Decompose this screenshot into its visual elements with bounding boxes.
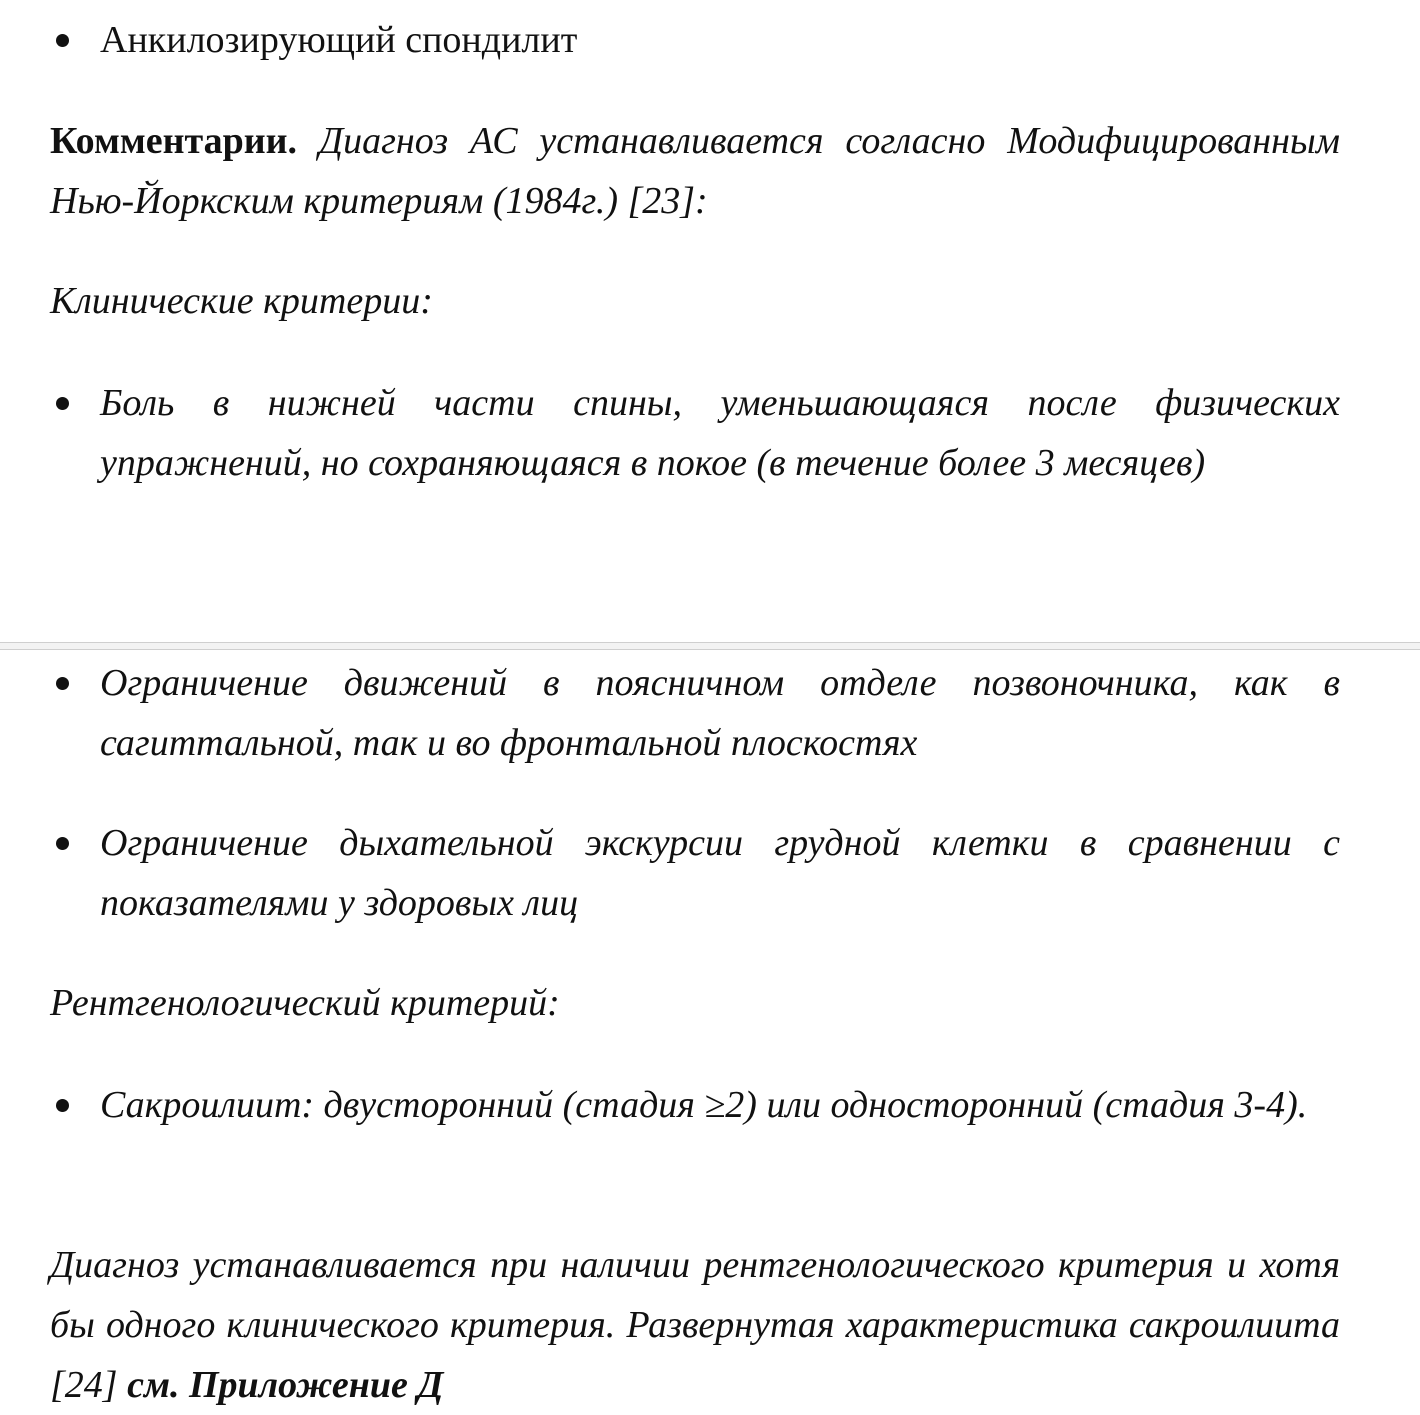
appendix-link[interactable]: см. Приложение Д — [127, 1364, 444, 1406]
list-item: Сакроилиит: двусторонний (стадия ≥2) или односторонний (стадия 3-4). — [100, 1084, 1308, 1126]
bullet-icon — [56, 837, 69, 850]
comments-paragraph — [50, 111, 1340, 231]
page-break — [0, 642, 1420, 650]
bullet-icon — [56, 677, 69, 690]
bullet-icon — [56, 397, 69, 410]
bullet-icon — [56, 1099, 69, 1112]
conclusion-paragraph — [50, 1235, 1340, 1415]
list-item: Ограничение движений в поясничном отделе позвоночника, как в сагиттальной, так и во фронтальной плоскостях — [100, 662, 1340, 764]
comments-label: Комментарии. — [50, 120, 298, 162]
bullet-icon — [56, 34, 69, 47]
list-item: Ограничение дыхательной экскурсии грудной клетки в сравнении с показателями у здоровых лиц — [100, 822, 1340, 924]
comments-text: Диагноз АС устанавливается согласно Модифицированным Нью-Йоркским критериям (1984г.) [23]: — [50, 120, 1340, 222]
conclusion-text: Диагноз устанавливается при наличии рентгенологического критерия и хотя бы одного клинического критерия. Развернутая характеристика сакроилиита [24] — [50, 1244, 1340, 1406]
clinical-heading: Клинические критерии: — [50, 280, 433, 322]
xray-heading: Рентгенологический критерий: — [50, 982, 560, 1024]
list-item: Анкилозирующий спондилит — [100, 19, 578, 61]
list-item: Боль в нижней части спины, уменьшающаяся после физических упражнений, но сохраняющаяся в покое (в течение более 3 месяцев) — [100, 382, 1340, 484]
